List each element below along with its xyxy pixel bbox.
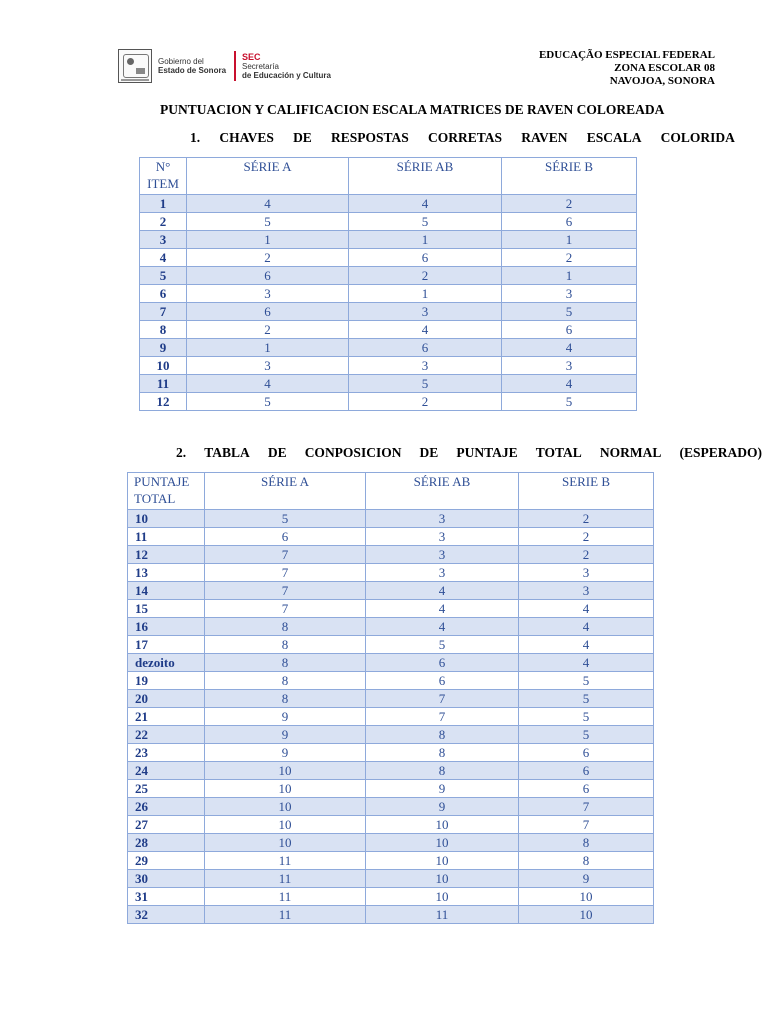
table-cell: 5 bbox=[349, 213, 502, 231]
table-cell: 6 bbox=[366, 654, 519, 672]
heading-word: CHAVES bbox=[219, 130, 274, 145]
heading-word: TOTAL bbox=[535, 445, 582, 460]
table-cell: 2 bbox=[187, 321, 349, 339]
table-cell: 4 bbox=[366, 600, 519, 618]
score-composition-table bbox=[127, 472, 654, 924]
institution-line2: ZONA ESCOLAR 08 bbox=[614, 62, 715, 74]
row-label-cell: 24 bbox=[128, 762, 205, 780]
document-title: PUNTUACION Y CALIFICACION ESCALA MATRICES DE RAVEN COLOREADA bbox=[160, 102, 665, 117]
row-label-cell: 12 bbox=[140, 393, 187, 411]
table-cell: 6 bbox=[187, 303, 349, 321]
table-cell: 11 bbox=[205, 906, 366, 924]
table-cell: 3 bbox=[366, 510, 519, 528]
table-cell: 11 bbox=[205, 852, 366, 870]
logo-divider bbox=[234, 51, 236, 81]
table-cell: 3 bbox=[519, 582, 654, 600]
table-cell: 3 bbox=[502, 357, 637, 375]
row-label-cell: 31 bbox=[128, 888, 205, 906]
row-label-cell: 20 bbox=[128, 690, 205, 708]
row-label-cell: 22 bbox=[128, 726, 205, 744]
table-cell: 5 bbox=[502, 393, 637, 411]
table-cell: 6 bbox=[366, 672, 519, 690]
table-cell: 10 bbox=[205, 816, 366, 834]
answer-key-table bbox=[139, 157, 637, 411]
table-cell: 1 bbox=[187, 339, 349, 357]
table-cell: 2 bbox=[519, 528, 654, 546]
table-cell: 3 bbox=[349, 357, 502, 375]
institution-header bbox=[539, 49, 715, 88]
table-cell: 11 bbox=[205, 888, 366, 906]
row-label-cell: 23 bbox=[128, 744, 205, 762]
row-label-cell: 17 bbox=[128, 636, 205, 654]
table-cell: 1 bbox=[349, 231, 502, 249]
row-label-cell: 15 bbox=[128, 600, 205, 618]
row-label-cell: 6 bbox=[140, 285, 187, 303]
table-cell: 3 bbox=[349, 303, 502, 321]
table-cell: 10 bbox=[366, 852, 519, 870]
table-cell: 10 bbox=[519, 906, 654, 924]
table-cell: 2 bbox=[349, 393, 502, 411]
row-label-cell: 29 bbox=[128, 852, 205, 870]
table-cell: 5 bbox=[205, 510, 366, 528]
heading-word: COLORIDA bbox=[660, 130, 735, 145]
heading-word: DE bbox=[293, 130, 312, 145]
table-cell: 6 bbox=[349, 249, 502, 267]
row-label-cell: 7 bbox=[140, 303, 187, 321]
table-cell: 5 bbox=[187, 393, 349, 411]
table-cell: 1 bbox=[187, 231, 349, 249]
table-cell: 3 bbox=[366, 546, 519, 564]
table-cell: 2 bbox=[502, 249, 637, 267]
table-header-row bbox=[128, 473, 654, 510]
table-cell: 7 bbox=[519, 816, 654, 834]
table-cell: 2 bbox=[519, 546, 654, 564]
table-row bbox=[140, 375, 637, 393]
col-header-serie-b: SERIE B bbox=[519, 473, 654, 510]
table-cell: 4 bbox=[502, 375, 637, 393]
row-label-cell: 32 bbox=[128, 906, 205, 924]
row-label-cell: dezoito bbox=[128, 654, 205, 672]
row-label-cell: 16 bbox=[128, 618, 205, 636]
row-label-cell: 3 bbox=[140, 231, 187, 249]
row-label-cell: 2 bbox=[140, 213, 187, 231]
table-row bbox=[140, 339, 637, 357]
row-label-cell: 27 bbox=[128, 816, 205, 834]
heading-word: PUNTAJE bbox=[456, 445, 518, 460]
table-row bbox=[128, 852, 654, 870]
gov-line2: Estado de Sonora bbox=[158, 66, 227, 75]
table-cell: 8 bbox=[519, 834, 654, 852]
table-cell: 9 bbox=[366, 780, 519, 798]
heading-word: (ESPERADO) bbox=[679, 445, 762, 460]
table-row bbox=[128, 510, 654, 528]
table-cell: 8 bbox=[205, 654, 366, 672]
table-row bbox=[128, 618, 654, 636]
table-row bbox=[128, 690, 654, 708]
institution-line1: EDUCAÇÃO ESPECIAL FEDERAL bbox=[538, 49, 715, 61]
table-cell: 5 bbox=[519, 708, 654, 726]
table-cell: 7 bbox=[205, 600, 366, 618]
table-cell: 6 bbox=[519, 744, 654, 762]
col-header-serie-b: SÉRIE B bbox=[502, 158, 637, 195]
table-row bbox=[140, 195, 637, 213]
table-cell: 2 bbox=[349, 267, 502, 285]
table-row bbox=[140, 393, 637, 411]
table-row bbox=[128, 798, 654, 816]
heading-word: RESPOSTAS bbox=[331, 130, 409, 145]
table-cell: 5 bbox=[187, 213, 349, 231]
table-row bbox=[128, 816, 654, 834]
institution-line3: NAVOJOA, SONORA bbox=[609, 75, 715, 87]
table-cell: 9 bbox=[205, 744, 366, 762]
col-header-serie-ab: SÉRIE AB bbox=[366, 473, 519, 510]
row-label-cell: 12 bbox=[128, 546, 205, 564]
heading-word: CONPOSICION bbox=[304, 445, 402, 460]
table-row bbox=[128, 726, 654, 744]
section1-heading bbox=[190, 130, 735, 146]
table-row bbox=[128, 600, 654, 618]
table-cell: 4 bbox=[519, 618, 654, 636]
table-cell: 4 bbox=[187, 195, 349, 213]
row-label-cell: 11 bbox=[140, 375, 187, 393]
table-cell: 7 bbox=[205, 564, 366, 582]
heading-word: TABLA bbox=[204, 445, 250, 460]
table-cell: 1 bbox=[502, 231, 637, 249]
table-cell: 6 bbox=[519, 762, 654, 780]
table-cell: 10 bbox=[205, 762, 366, 780]
table-cell: 3 bbox=[519, 564, 654, 582]
table-cell: 8 bbox=[205, 618, 366, 636]
heading-word: NORMAL bbox=[599, 445, 662, 460]
table-row bbox=[128, 564, 654, 582]
table-row bbox=[128, 528, 654, 546]
row-label-cell: 26 bbox=[128, 798, 205, 816]
table-row bbox=[140, 357, 637, 375]
section2-heading bbox=[176, 445, 762, 461]
table-cell: 10 bbox=[205, 798, 366, 816]
table-row bbox=[128, 762, 654, 780]
table-cell: 4 bbox=[519, 600, 654, 618]
table-cell: 3 bbox=[366, 564, 519, 582]
table-row bbox=[140, 267, 637, 285]
table-cell: 6 bbox=[502, 213, 637, 231]
table-row bbox=[128, 780, 654, 798]
row-label-cell: 5 bbox=[140, 267, 187, 285]
table-cell: 5 bbox=[349, 375, 502, 393]
table-row bbox=[140, 213, 637, 231]
table-cell: 11 bbox=[205, 870, 366, 888]
table-cell: 4 bbox=[502, 339, 637, 357]
table-cell: 10 bbox=[519, 888, 654, 906]
row-label-cell: 13 bbox=[128, 564, 205, 582]
table-row bbox=[140, 231, 637, 249]
table-cell: 10 bbox=[366, 816, 519, 834]
table-cell: 2 bbox=[502, 195, 637, 213]
col-header-serie-ab: SÉRIE AB bbox=[349, 158, 502, 195]
row-label-cell: 10 bbox=[140, 357, 187, 375]
row-label-cell: 1 bbox=[140, 195, 187, 213]
table-cell: 5 bbox=[366, 636, 519, 654]
table-cell: 9 bbox=[366, 798, 519, 816]
table-cell: 8 bbox=[366, 726, 519, 744]
table-cell: 1 bbox=[349, 285, 502, 303]
table-row bbox=[128, 582, 654, 600]
table-cell: 4 bbox=[366, 618, 519, 636]
sec-abbr: SEC bbox=[242, 51, 261, 62]
table-header-row bbox=[140, 158, 637, 195]
table-cell: 8 bbox=[519, 852, 654, 870]
table-row bbox=[128, 636, 654, 654]
table-cell: 1 bbox=[502, 267, 637, 285]
table-row bbox=[140, 249, 637, 267]
table-cell: 8 bbox=[205, 672, 366, 690]
row-label-cell: 9 bbox=[140, 339, 187, 357]
table-cell: 4 bbox=[349, 195, 502, 213]
gov-line1: Gobierno del bbox=[158, 57, 204, 66]
col-header-serie-a: SÉRIE A bbox=[187, 158, 349, 195]
table-cell: 5 bbox=[502, 303, 637, 321]
table-cell: 4 bbox=[519, 654, 654, 672]
table-row bbox=[140, 303, 637, 321]
heading-word: 2. bbox=[176, 445, 187, 460]
sec-line2: de Educación y Cultura bbox=[242, 70, 331, 80]
col-header-serie-a: SÉRIE A bbox=[205, 473, 366, 510]
row-label-cell: 30 bbox=[128, 870, 205, 888]
heading-word: DE bbox=[419, 445, 439, 460]
row-label-cell: 14 bbox=[128, 582, 205, 600]
table-cell: 11 bbox=[366, 906, 519, 924]
row-label-cell: 25 bbox=[128, 780, 205, 798]
row-label-cell: 21 bbox=[128, 708, 205, 726]
heading-word: DE bbox=[267, 445, 287, 460]
table-cell: 2 bbox=[187, 249, 349, 267]
table-cell: 8 bbox=[366, 744, 519, 762]
table-row bbox=[128, 546, 654, 564]
gobierno-logo-text bbox=[158, 57, 230, 75]
table-row bbox=[128, 654, 654, 672]
table-row bbox=[128, 888, 654, 906]
table-row bbox=[128, 708, 654, 726]
row-label-cell: 19 bbox=[128, 672, 205, 690]
row-label-cell: 10 bbox=[128, 510, 205, 528]
table-cell: 6 bbox=[519, 780, 654, 798]
table-cell: 9 bbox=[205, 708, 366, 726]
table-row bbox=[128, 672, 654, 690]
table-cell: 6 bbox=[205, 528, 366, 546]
row-label-cell: 11 bbox=[128, 528, 205, 546]
header-logos bbox=[118, 48, 331, 84]
table-row bbox=[128, 834, 654, 852]
state-seal-icon bbox=[118, 49, 152, 83]
heading-word: RAVEN bbox=[521, 130, 568, 145]
table-cell: 8 bbox=[205, 690, 366, 708]
table-cell: 10 bbox=[205, 834, 366, 852]
table-cell: 10 bbox=[366, 870, 519, 888]
table-cell: 5 bbox=[519, 726, 654, 744]
col-header-item: N° ITEM bbox=[140, 158, 187, 195]
sec-logo-text bbox=[242, 53, 331, 80]
heading-word: CORRETAS bbox=[428, 130, 503, 145]
table-cell: 3 bbox=[502, 285, 637, 303]
heading-word: ESCALA bbox=[586, 130, 642, 145]
table-row bbox=[140, 321, 637, 339]
row-label-cell: 8 bbox=[140, 321, 187, 339]
table-cell: 3 bbox=[366, 528, 519, 546]
table-cell: 8 bbox=[366, 762, 519, 780]
table-row bbox=[128, 906, 654, 924]
table-cell: 2 bbox=[519, 510, 654, 528]
table-cell: 7 bbox=[205, 546, 366, 564]
table-row bbox=[128, 870, 654, 888]
table-cell: 5 bbox=[519, 690, 654, 708]
table-row bbox=[128, 744, 654, 762]
table-cell: 4 bbox=[349, 321, 502, 339]
table-cell: 4 bbox=[187, 375, 349, 393]
table-cell: 7 bbox=[366, 708, 519, 726]
table-cell: 7 bbox=[519, 798, 654, 816]
table-cell: 3 bbox=[187, 357, 349, 375]
row-label-cell: 4 bbox=[140, 249, 187, 267]
table-cell: 5 bbox=[519, 672, 654, 690]
table-cell: 10 bbox=[205, 780, 366, 798]
table-cell: 8 bbox=[205, 636, 366, 654]
table-cell: 4 bbox=[519, 636, 654, 654]
sec-line1: Secretaría bbox=[242, 61, 279, 71]
heading-word: 1. bbox=[190, 130, 201, 145]
table-cell: 4 bbox=[366, 582, 519, 600]
table-cell: 6 bbox=[349, 339, 502, 357]
col-header-puntaje-total: PUNTAJE TOTAL bbox=[128, 473, 205, 510]
table-cell: 6 bbox=[502, 321, 637, 339]
table-cell: 7 bbox=[366, 690, 519, 708]
table-cell: 3 bbox=[187, 285, 349, 303]
table-cell: 7 bbox=[205, 582, 366, 600]
row-label-cell: 28 bbox=[128, 834, 205, 852]
table-cell: 9 bbox=[205, 726, 366, 744]
table-cell: 9 bbox=[519, 870, 654, 888]
table-cell: 10 bbox=[366, 888, 519, 906]
table-cell: 6 bbox=[187, 267, 349, 285]
table-row bbox=[140, 285, 637, 303]
table-cell: 10 bbox=[366, 834, 519, 852]
